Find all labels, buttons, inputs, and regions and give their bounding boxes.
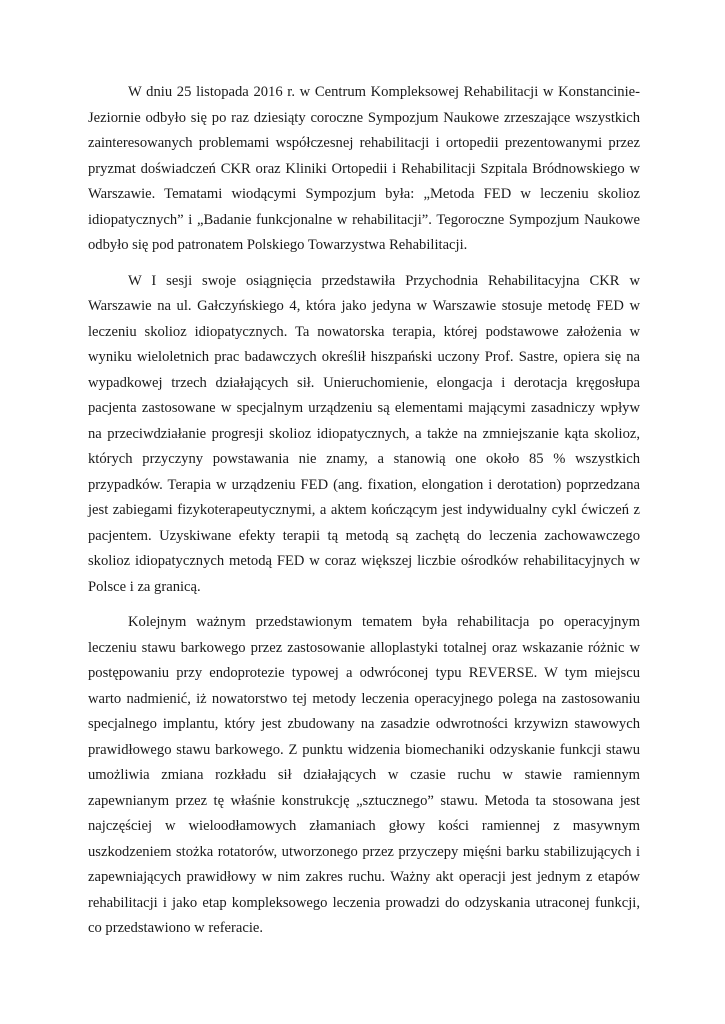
document-page — [88, 80, 640, 942]
paragraph-symposium-intro: W dniu 25 listopada 2016 r. w Centrum Kompleksowej Rehabilitacji w Konstancinie- Jeziornie odbyło się po raz dziesiąty coroczne Sympozjum Naukowe zrzeszające wszystkich zainteresowanych problemami współczesnej rehabilitacji i ortopedii prezentowanymi przez pryzmat doświadczeń CKR oraz Kliniki Ortopedii i Rehabilitacji Szpitala Bródnowskiego w Warszawie. Tematami wiodącymi Sympozjum była: „Metoda FED w leczeniu skolioz idiopatycznych” i „Badanie funkcjonalne w rehabilitacji”. Tegoroczne Sympozjum Naukowe odbyło się pod patronatem Polskiego Towarzystwa Rehabilitacji. — [88, 84, 640, 253]
paragraph-shoulder-rehabilitation: Kolejnym ważnym przedstawionym tematem była rehabilitacja po operacyjnym leczeniu stawu barkowego przez zastosowanie alloplastyki totalnej oraz wskazanie różnic w postępowaniu przy endoprotezie typowej a odwróconej typu REVERSE. W tym miejscu warto nadmienić, iż nowatorstwo tej metody leczenia operacyjnego polega na zastosowaniu specjalnego implantu, który jest zbudowany na zasadzie odwrotności krzywizn stawowych prawidłowego stawu barkowego. Z punktu widzenia biomechaniki odzyskanie funkcji stawu umożliwia zmiana rozkładu sił działających w czasie ruchu w stawie ramiennym zapewnianym przez tę właśnie konstrukcję „sztucznego” stawu. Metoda ta stosowana jest najczęściej w wieloodłamowych złamaniach głowy kości ramiennej z masywnym uszkodzeniem stożka rotatorów, utworzonego przez przyczepy mięśni barku stabilizujących i zapewniających prawidłowy w nim zakres ruchu. Ważny akt operacji jest jednym z etapów rehabilitacji i jako etap kompleksowego leczenia prowadzi do odzyskania utraconej funkcji, co przedstawiono w referacie. — [88, 614, 640, 936]
paragraph-fed-method: W I sesji swoje osiągnięcia przedstawiła Przychodnia Rehabilitacyjna CKR w Warszawie na ul. Gałczyńskiego 4, która jako jedyna w Warszawie stosuje metodę FED w leczeniu skolioz idiopatycznych. Ta nowatorska terapia, której podstawowe założenia w wyniku wieloletnich prac badawczych określił hiszpański uczony Prof. Sastre, opiera się na wypadkowej trzech działających sił. Unieruchomienie, elongacja i derotacja kręgosłupa pacjenta zastosowane w specjalnym urządzeniu są elementami mającymi zasadniczy wpływ na przeciwdziałanie progresji skolioz idiopatycznych, a także na zmniejszanie kąta skolioz, których przyczyny powstawania nie znamy, a stanowią one około 85 % wszystkich przypadków. Terapia w urządzeniu FED (ang. fixation, elongation i derotation) poprzedzana jest zabiegami fizykoterapeutycznymi, a aktem kończącym jest indywidualny cykl ćwiczeń z pacjentem. Uzyskiwane efekty terapii tą metodą są zachętą do leczenia zachowawczego skolioz idiopatycznych metodą FED w coraz większej liczbie ośrodków rehabilitacyjnych w Polsce i za granicą. — [88, 272, 640, 595]
